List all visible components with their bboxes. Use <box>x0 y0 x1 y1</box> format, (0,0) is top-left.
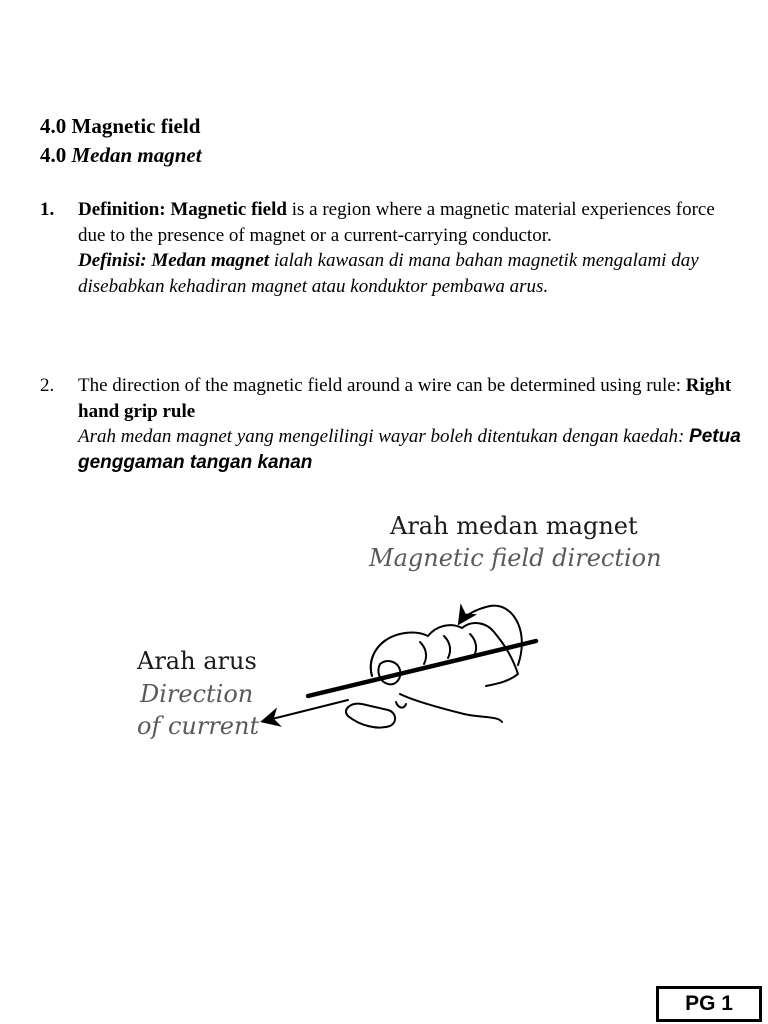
item-2-en-text: The direction of the magnetic field around a wire can be determined using rule: <box>78 375 686 396</box>
right-hand-grip-illustration <box>250 590 550 750</box>
item-1-ms-text: ialah kawasan di mana bahan magnetik mengalami day disebabkan kehadiran magnet atau konduktor pembawa arus. <box>78 250 699 297</box>
item-2-english <box>78 373 743 424</box>
field-label-ms: Arah medan magnet <box>390 512 638 540</box>
field-label-en: Magnetic field direction <box>369 544 662 572</box>
current-direction-arrow <box>264 700 348 721</box>
item-1-number: 1. <box>40 199 55 220</box>
item-2-malay <box>78 424 743 475</box>
item-1-ms-label: Definisi: Medan magnet <box>78 250 270 271</box>
item-2-number: 2. <box>40 375 55 396</box>
item-1-body <box>78 197 743 299</box>
section-heading-ms <box>40 141 202 169</box>
current-carrying-wire <box>308 641 536 696</box>
item-1-english <box>78 197 743 248</box>
item-1-en-text: is a region where a magnetic material experiences force due to the presence of magnet or a current-carrying conductor. <box>78 199 715 246</box>
page-number-label: PG 1 <box>685 992 733 1015</box>
item-2-body <box>78 373 743 475</box>
item-2-ms-text: Arah medan magnet yang mengelilingi wayar boleh ditentukan dengan kaedah: <box>78 426 690 447</box>
item-2-ms-bold: Petua genggaman tangan kanan <box>78 426 741 473</box>
item-2-en-bold: Right hand grip rule <box>78 375 732 422</box>
item-1-malay <box>78 248 743 299</box>
section-number-ms: 4.0 <box>40 143 67 167</box>
current-label-ms: Arah arus <box>137 647 257 675</box>
current-label-en-line1: Direction <box>140 680 254 708</box>
section-title-ms: Medan magnet <box>71 143 202 167</box>
current-label-en-line2: of current <box>137 712 260 740</box>
page-number-badge <box>656 986 762 1022</box>
item-1-en-label: Definition: Magnetic field <box>78 199 287 220</box>
section-number: 4.0 <box>40 114 67 138</box>
section-heading-en <box>40 112 200 140</box>
section-title-en: Magnetic field <box>71 114 201 138</box>
